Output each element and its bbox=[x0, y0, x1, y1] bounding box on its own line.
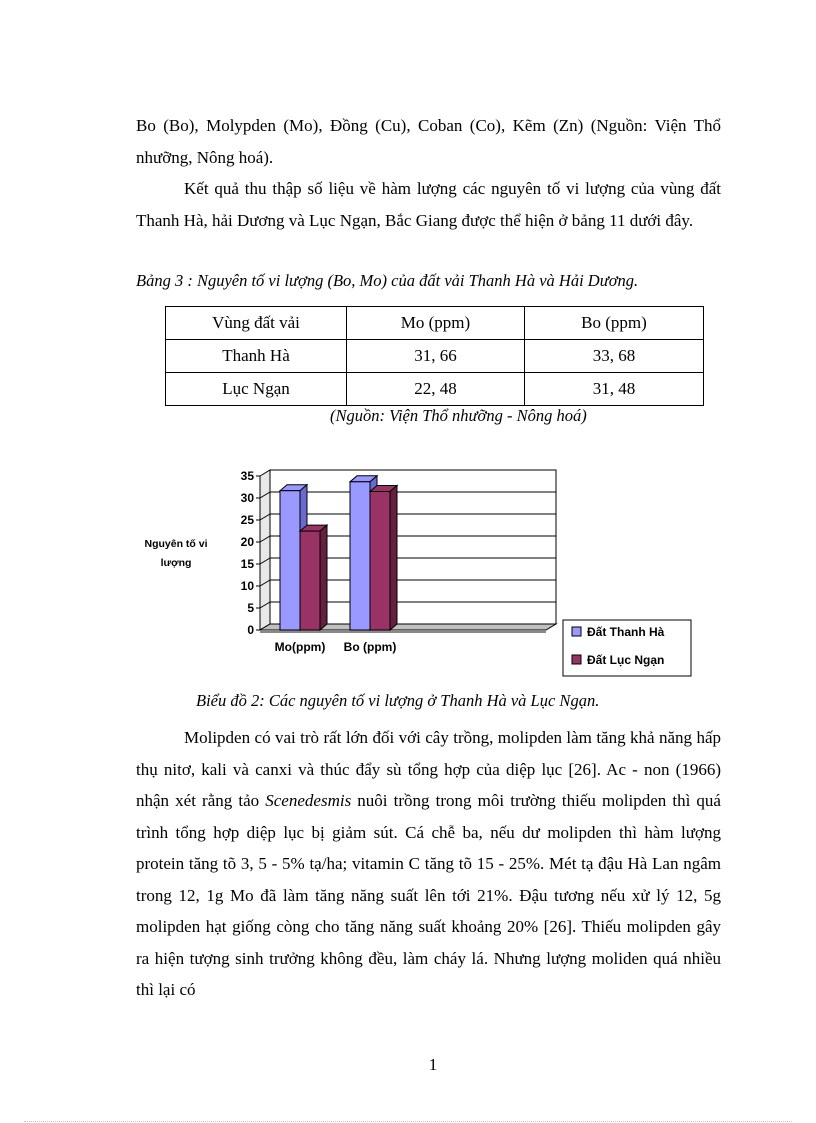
table-cell: 33, 68 bbox=[525, 340, 704, 373]
table-cell: 31, 48 bbox=[525, 373, 704, 406]
table-cell: 22, 48 bbox=[347, 373, 525, 406]
bar-chart bbox=[136, 462, 706, 682]
paragraph-3-species: Scenedesmis bbox=[265, 791, 352, 810]
bar bbox=[280, 491, 300, 630]
table-cell: 31, 66 bbox=[347, 340, 525, 373]
legend-swatch bbox=[572, 627, 581, 636]
y-tick-label: 15 bbox=[240, 557, 254, 571]
y-axis-label: lượng bbox=[160, 557, 192, 569]
table-row bbox=[166, 373, 704, 406]
paragraph-1: Bo (Bo), Molypden (Mo), Đồng (Cu), Coban (Co), Kẽm (Zn) (Nguồn: Viện Thổ nhưỡng, Nông hoá). bbox=[136, 116, 721, 167]
y-tick-label: 20 bbox=[240, 535, 254, 549]
legend-swatch bbox=[572, 655, 581, 664]
table-header-cell: Bo (ppm) bbox=[525, 307, 704, 340]
table-header-cell: Mo (ppm) bbox=[347, 307, 525, 340]
y-tick-label: 0 bbox=[247, 623, 254, 637]
bar-side bbox=[390, 485, 397, 630]
legend-label: Đất Thanh Hà bbox=[587, 625, 665, 639]
y-tick-label: 25 bbox=[240, 513, 254, 527]
page-bottom-rule bbox=[24, 1121, 792, 1122]
paragraph-3-text-a: Molipden có vai trò rất lớn đối với cây trồng, molipden làm tăng khả năng hấp thụ nitơ, kali và canxi và thúc đẩy sù tổng hợp của diệp lục [26]. Ac - non (1966) nhận xét rằng tảo bbox=[136, 728, 721, 810]
bar-side bbox=[320, 525, 327, 630]
paragraph-3 bbox=[136, 722, 721, 1006]
y-tick-label: 5 bbox=[247, 601, 254, 615]
table-cell: Lục Ngạn bbox=[166, 373, 347, 406]
table-header-cell: Vùng đất vải bbox=[166, 307, 347, 340]
data-table bbox=[165, 306, 704, 406]
y-tick-label: 35 bbox=[240, 469, 254, 483]
bar bbox=[350, 482, 370, 630]
table-cell: Thanh Hà bbox=[166, 340, 347, 373]
y-tick-label: 10 bbox=[240, 579, 254, 593]
table-caption: Bảng 3 : Nguyên tố vi lượng (Bo, Mo) của đất vải Thanh Hà và Hải Dương. bbox=[136, 271, 639, 290]
chart-caption: Biểu đồ 2: Các nguyên tố vi lượng ở Thanh Hà và Lục Ngạn. bbox=[196, 691, 600, 710]
y-tick-label: 30 bbox=[240, 491, 254, 505]
page-number: 1 bbox=[428, 1055, 438, 1074]
x-tick-label: Mo(ppm) bbox=[274, 640, 326, 654]
table-row bbox=[166, 340, 704, 373]
paragraph-3-text-b: nuôi trồng trong môi trường thiếu molipden thì quá trình tổng hợp diệp lục bị giảm sút. Cá chễ ba, nếu dư molipden thì hàm lượng protein tăng tõ 3, 5 - 5% tạ/ha; vitamin C tăng tõ 15 - 25%. Mét tạ đậu Hà Lan ngâm trong 12, 1g Mo đã làm tăng năng suất lên tới 21%. Đậu tương nếu xử lý 12, 5g molipden hạt giống còng cho tăng năng suất khoảng 20% [26]. Thiếu molipden gây ra hiện tượng sinh trưởng không đều, làm cháy lá. Nhưng lượng moliden quá nhiều thì lại có bbox=[136, 791, 721, 999]
table-source: (Nguồn: Viện Thổ nhưỡng - Nông hoá) bbox=[330, 406, 587, 425]
table-header-row bbox=[166, 307, 704, 340]
y-axis-label: Nguyên tố vi bbox=[144, 538, 208, 550]
legend-label: Đất Lục Ngạn bbox=[587, 653, 665, 667]
bar bbox=[370, 491, 390, 630]
paragraph-2: Kết quả thu thập số liệu về hàm lượng các nguyên tố vi lượng của vùng đất Thanh Hà, hải Dương và Lục Ngạn, Bắc Giang được thể hiện ở bảng 11 dưới đây. bbox=[136, 179, 721, 230]
bar bbox=[300, 531, 320, 630]
chart-side-wall bbox=[260, 470, 270, 630]
x-tick-label: Bo (ppm) bbox=[343, 640, 397, 654]
